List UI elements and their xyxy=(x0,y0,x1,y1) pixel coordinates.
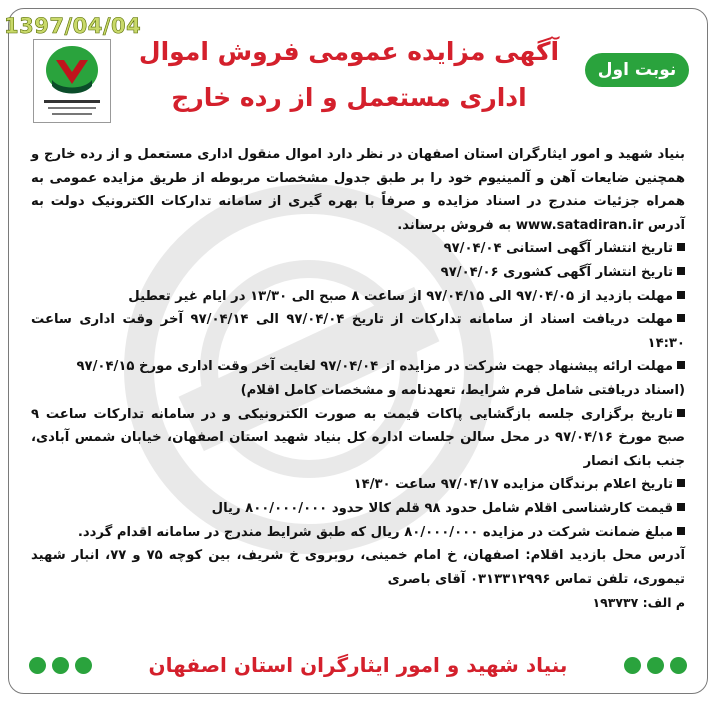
dot-icon xyxy=(29,657,46,674)
reference-number: م الف: ۱۹۳۷۳۷ xyxy=(592,595,685,611)
list-item: مهلت دریافت اسناد از سامانه تدارکات از تاریخ ۹۷/۰۴/۰۴ الی ۹۷/۰۴/۱۴ آخر وقت اداری ساعت ۱۴:۳۰ xyxy=(31,312,685,351)
logo-emblem-icon xyxy=(34,40,110,122)
announcement-card xyxy=(8,8,708,694)
visit-address: آدرس محل بازدید اقلام: اصفهان، خ امام خمینی، روبروی خ شریف، بین کوچه ۷۵ و ۷۷، انبار شهید تیموری، تلفن تماس ۰۳۱۳۳۱۲۹۹۶ آقای باصری xyxy=(31,548,685,587)
dot-icon xyxy=(75,657,92,674)
intro-paragraph: بنیاد شهید و امور ایثارگران استان اصفهان در نظر دارد اموال منقول اداری مستعمل و از رده خارج و همچنین ضایعات آهن و آلمینیوم خود را بر طبق جدول مشخصات مربوطه از طریق مزایده عمومی به همراه جزئیات مندرج در اسناد مزایده و صرفاً با بهره گیری از سامانه تدارکات الکترونیک دولت به آدرس www.satadiran.ir به فروش برساند. xyxy=(31,147,685,233)
list-item: قیمت کارشناسی اقلام شامل حدود ۹۸ قلم کالا حدود ۸۰۰/۰۰۰/۰۰۰ ریال xyxy=(31,497,685,521)
bullet-square-icon xyxy=(677,361,685,369)
bullet-square-icon xyxy=(677,291,685,299)
list-item: مهلت بازدید از ۹۷/۰۴/۰۵ الی ۹۷/۰۴/۱۵ از ساعت ۸ صبح الی ۱۳/۳۰ در ایام غیر تعطیل xyxy=(31,285,685,309)
bullet-square-icon xyxy=(677,503,685,511)
announcement-body xyxy=(31,143,685,615)
dot-icon xyxy=(647,657,664,674)
announcement-title xyxy=(129,29,569,121)
list-item: مهلت ارائه پیشنهاد جهت شرکت در مزایده از ۹۷/۰۴/۰۴ لغایت آخر وقت اداری مورخ ۹۷/۰۴/۱۵ xyxy=(31,355,685,379)
footer xyxy=(29,645,687,685)
list-item: تاریخ اعلام برندگان مزایده ۹۷/۰۴/۱۷ ساعت ۱۴/۳۰ xyxy=(31,473,685,497)
bullet-square-icon xyxy=(677,243,685,251)
list-item: تاریخ برگزاری جلسه بازگشایی پاکات قیمت به صورت الکترونیکی و در سامانه تدارکات ساعت ۹ صبح مورخ ۹۷/۰۴/۱۶ در محل سالن جلسات اداره کل بنیاد شهید استان اصفهان، خیابان شمس آبادی، جنب بانک انصار xyxy=(31,406,686,469)
bullet-square-icon xyxy=(677,267,685,275)
bullet-square-icon xyxy=(677,527,685,535)
bullet-square-icon xyxy=(677,409,685,417)
bullet-square-icon xyxy=(677,479,685,487)
title-line-2: اداری مستعمل و از رده خارج xyxy=(171,83,527,112)
footer-dots-right xyxy=(624,657,687,674)
documents-note: (اسناد دریافتی شامل فرم شرایط، تعهدنامه و مشخصات کامل اقلام) xyxy=(240,382,685,398)
footer-organization: بنیاد شهید و امور ایثارگران استان اصفهان xyxy=(148,653,568,677)
dot-icon xyxy=(670,657,687,674)
dot-icon xyxy=(52,657,69,674)
dot-icon xyxy=(624,657,641,674)
round-badge: نوبت اول xyxy=(585,53,689,87)
list-item: مبلغ ضمانت شرکت در مزایده ۸۰/۰۰۰/۰۰۰ ریال که طبق شرایط مندرج در سامانه اقدام گردد. xyxy=(31,521,685,545)
organization-logo xyxy=(33,39,111,123)
bullet-square-icon xyxy=(677,314,685,322)
list-item: تاریخ انتشار آگهی استانی ۹۷/۰۴/۰۴ xyxy=(31,237,685,261)
list-item: تاریخ انتشار آگهی کشوری ۹۷/۰۴/۰۶ xyxy=(31,261,685,285)
title-line-1: آگهی مزایده عمومی فروش اموال xyxy=(138,37,560,66)
footer-dots-left xyxy=(29,657,92,674)
date-stamp: 1397/04/04 xyxy=(4,14,142,38)
